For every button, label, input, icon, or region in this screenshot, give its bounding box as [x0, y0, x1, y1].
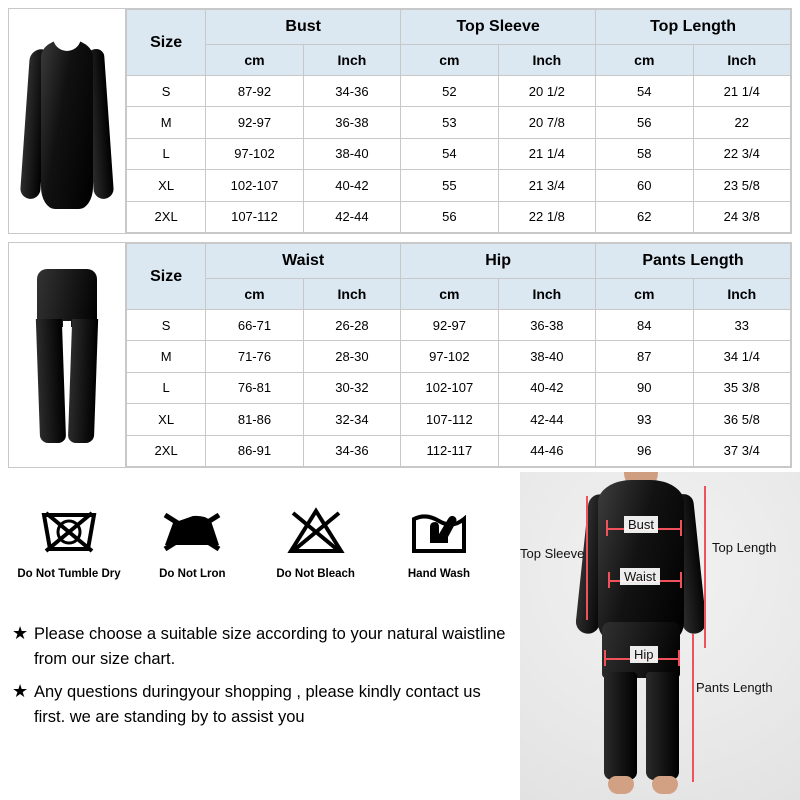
top-row-3-cell-5: 23 5/8 — [693, 170, 790, 201]
note-item — [12, 680, 512, 730]
long-sleeve-top-icon — [15, 23, 119, 219]
bottom-row-0-cell-5: 33 — [693, 310, 790, 341]
top-row-0-cell-3: 20 1/2 — [498, 76, 595, 107]
bottom-unit-hip-cm: cm — [401, 279, 498, 310]
top-row-3-size: XL — [127, 170, 206, 201]
top-row-4-cell-2: 56 — [401, 201, 498, 232]
notes-block — [12, 622, 512, 738]
table-row — [127, 138, 791, 169]
top-row-1-cell-0: 92-97 — [206, 107, 303, 138]
pants-garment-illustration — [9, 243, 126, 467]
bottom-row-0-cell-2: 92-97 — [401, 310, 498, 341]
care-item-bleach — [261, 500, 371, 580]
care-label-iron: Do Not Lron — [159, 568, 226, 580]
bottom-row-4-cell-4: 96 — [596, 435, 693, 466]
care-label-bleach: Do Not Bleach — [276, 568, 355, 580]
table-row — [127, 310, 791, 341]
bottom-row-2-cell-1: 30-32 — [303, 372, 400, 403]
note-item — [12, 622, 512, 672]
top-row-4-cell-1: 42-44 — [303, 201, 400, 232]
top-length-label: Top Length — [712, 540, 777, 555]
top-group-length: Top Length — [596, 10, 791, 45]
top-row-4-cell-0: 107-112 — [206, 201, 303, 232]
care-item-tumble-dry — [14, 500, 124, 580]
table-row — [127, 435, 791, 466]
bottom-row-0-cell-1: 26-28 — [303, 310, 400, 341]
top-size-header: Size — [127, 10, 206, 76]
bottom-row-1-cell-2: 97-102 — [401, 341, 498, 372]
table-row — [127, 341, 791, 372]
top-row-0-cell-2: 52 — [401, 76, 498, 107]
bottom-row-0-cell-0: 66-71 — [206, 310, 303, 341]
bottom-row-3-cell-1: 32-34 — [303, 404, 400, 435]
hip-tick-left — [604, 650, 606, 666]
top-row-2-cell-3: 21 1/4 — [498, 138, 595, 169]
bottom-unit-waist-inch: Inch — [303, 279, 400, 310]
top-row-1-cell-3: 20 7/8 — [498, 107, 595, 138]
bottom-row-2-cell-5: 35 3/8 — [693, 372, 790, 403]
waist-tick-left — [608, 572, 610, 588]
bottom-row-3-cell-5: 36 5/8 — [693, 404, 790, 435]
top-row-3-cell-0: 102-107 — [206, 170, 303, 201]
top-unit-length-inch: Inch — [693, 45, 790, 76]
top-unit-bust-cm: cm — [206, 45, 303, 76]
bottom-row-2-cell-0: 76-81 — [206, 372, 303, 403]
bottom-size-header: Size — [127, 244, 206, 310]
table-row — [127, 107, 791, 138]
table-row — [127, 76, 791, 107]
top-row-1-cell-2: 53 — [401, 107, 498, 138]
note-text-0: Please choose a suitable size according to your natural waistline from our size chart. — [34, 625, 506, 668]
leggings-pants-icon — [15, 257, 119, 453]
table-row — [127, 201, 791, 232]
bottom-row-4-cell-0: 86-91 — [206, 435, 303, 466]
top-row-0-cell-5: 21 1/4 — [693, 76, 790, 107]
bottom-row-4-size: 2XL — [127, 435, 206, 466]
bottom-row-3-cell-4: 93 — [596, 404, 693, 435]
top-row-3-cell-2: 55 — [401, 170, 498, 201]
waist-label: Waist — [620, 568, 660, 585]
do-not-iron-icon — [137, 500, 247, 562]
bottom-row-1-cell-5: 34 1/4 — [693, 341, 790, 372]
care-item-hand-wash — [384, 500, 494, 580]
top-row-1-size: M — [127, 107, 206, 138]
top-row-1-cell-4: 56 — [596, 107, 693, 138]
bottom-group-hip: Hip — [401, 244, 596, 279]
top-row-0-size: S — [127, 76, 206, 107]
top-length-measure-line — [704, 486, 706, 648]
top-row-2-cell-1: 38-40 — [303, 138, 400, 169]
bottom-row-0-cell-3: 36-38 — [498, 310, 595, 341]
model-torso — [598, 480, 684, 638]
bottom-size-table-block — [8, 242, 792, 468]
top-row-1-cell-1: 36-38 — [303, 107, 400, 138]
bottom-row-2-cell-4: 90 — [596, 372, 693, 403]
measurement-photo — [520, 472, 800, 800]
table-row — [127, 372, 791, 403]
bottom-row-2-cell-3: 40-42 — [498, 372, 595, 403]
top-row-2-cell-2: 54 — [401, 138, 498, 169]
top-row-2-size: L — [127, 138, 206, 169]
note-text-1: Any questions duringyour shopping , please kindly contact us first. we are standing by to assist you — [34, 683, 481, 726]
top-group-sleeve: Top Sleeve — [401, 10, 596, 45]
bottom-row-0-size: S — [127, 310, 206, 341]
bottom-size-table — [126, 243, 791, 467]
bottom-row-2-cell-2: 102-107 — [401, 372, 498, 403]
bottom-unit-waist-cm: cm — [206, 279, 303, 310]
top-row-3-cell-1: 40-42 — [303, 170, 400, 201]
bottom-unit-hip-inch: Inch — [498, 279, 595, 310]
bottom-unit-length-inch: Inch — [693, 279, 790, 310]
bottom-row-4-cell-2: 112-117 — [401, 435, 498, 466]
model-left-foot — [608, 776, 634, 794]
top-row-3-cell-3: 21 3/4 — [498, 170, 595, 201]
pants-length-measure-line — [692, 634, 694, 782]
care-instructions-row — [14, 500, 494, 580]
top-row-4-size: 2XL — [127, 201, 206, 232]
top-group-bust: Bust — [206, 10, 401, 45]
care-label-tumble-dry: Do Not Tumble Dry — [17, 568, 121, 580]
top-sleeve-measure-line — [586, 496, 588, 620]
top-row-2-cell-4: 58 — [596, 138, 693, 169]
do-not-tumble-dry-icon — [14, 500, 124, 562]
model-right-leg — [646, 672, 679, 780]
bottom-row-3-cell-3: 42-44 — [498, 404, 595, 435]
waist-tick-right — [680, 572, 682, 588]
bottom-row-3-size: XL — [127, 404, 206, 435]
bottom-row-1-cell-4: 87 — [596, 341, 693, 372]
top-row-2-cell-5: 22 3/4 — [693, 138, 790, 169]
top-unit-sleeve-cm: cm — [401, 45, 498, 76]
top-row-4-cell-3: 22 1/8 — [498, 201, 595, 232]
bottom-row-1-cell-0: 71-76 — [206, 341, 303, 372]
bottom-row-4-cell-1: 34-36 — [303, 435, 400, 466]
bust-tick-right — [680, 520, 682, 536]
top-row-4-cell-4: 62 — [596, 201, 693, 232]
top-size-table-block — [8, 8, 792, 234]
top-unit-sleeve-inch: Inch — [498, 45, 595, 76]
bottom-group-pants-length: Pants Length — [596, 244, 791, 279]
top-row-0-cell-1: 34-36 — [303, 76, 400, 107]
hip-tick-right — [678, 650, 680, 666]
care-item-iron — [137, 500, 247, 580]
bust-tick-left — [606, 520, 608, 536]
bottom-row-1-cell-3: 38-40 — [498, 341, 595, 372]
top-row-2-cell-0: 97-102 — [206, 138, 303, 169]
top-row-3-cell-4: 60 — [596, 170, 693, 201]
care-label-hand-wash: Hand Wash — [407, 568, 471, 580]
do-not-bleach-icon — [261, 500, 371, 562]
bottom-row-2-size: L — [127, 372, 206, 403]
bottom-row-4-cell-5: 37 3/4 — [693, 435, 790, 466]
bottom-unit-length-cm: cm — [596, 279, 693, 310]
top-garment-illustration — [9, 9, 126, 233]
model-right-foot — [652, 776, 678, 794]
bottom-row-1-cell-1: 28-30 — [303, 341, 400, 372]
bottom-row-0-cell-4: 84 — [596, 310, 693, 341]
bust-label: Bust — [624, 516, 658, 533]
hand-wash-icon — [384, 500, 494, 562]
top-row-4-cell-5: 24 3/8 — [693, 201, 790, 232]
top-sleeve-label: Top Sleeve — [520, 546, 585, 561]
model-left-leg — [604, 672, 637, 780]
star-icon: ★ — [12, 623, 29, 643]
hip-label: Hip — [630, 646, 658, 663]
top-unit-bust-inch: Inch — [303, 45, 400, 76]
table-row — [127, 170, 791, 201]
bottom-row-4-cell-3: 44-46 — [498, 435, 595, 466]
top-size-table — [126, 9, 791, 233]
top-row-0-cell-0: 87-92 — [206, 76, 303, 107]
top-row-1-cell-5: 22 — [693, 107, 790, 138]
table-row — [127, 404, 791, 435]
top-unit-length-cm: cm — [596, 45, 693, 76]
pants-length-label: Pants Length — [696, 680, 773, 695]
bottom-group-waist: Waist — [206, 244, 401, 279]
star-icon: ★ — [12, 681, 29, 701]
bottom-row-3-cell-0: 81-86 — [206, 404, 303, 435]
bottom-row-3-cell-2: 107-112 — [401, 404, 498, 435]
bottom-row-1-size: M — [127, 341, 206, 372]
top-row-0-cell-4: 54 — [596, 76, 693, 107]
